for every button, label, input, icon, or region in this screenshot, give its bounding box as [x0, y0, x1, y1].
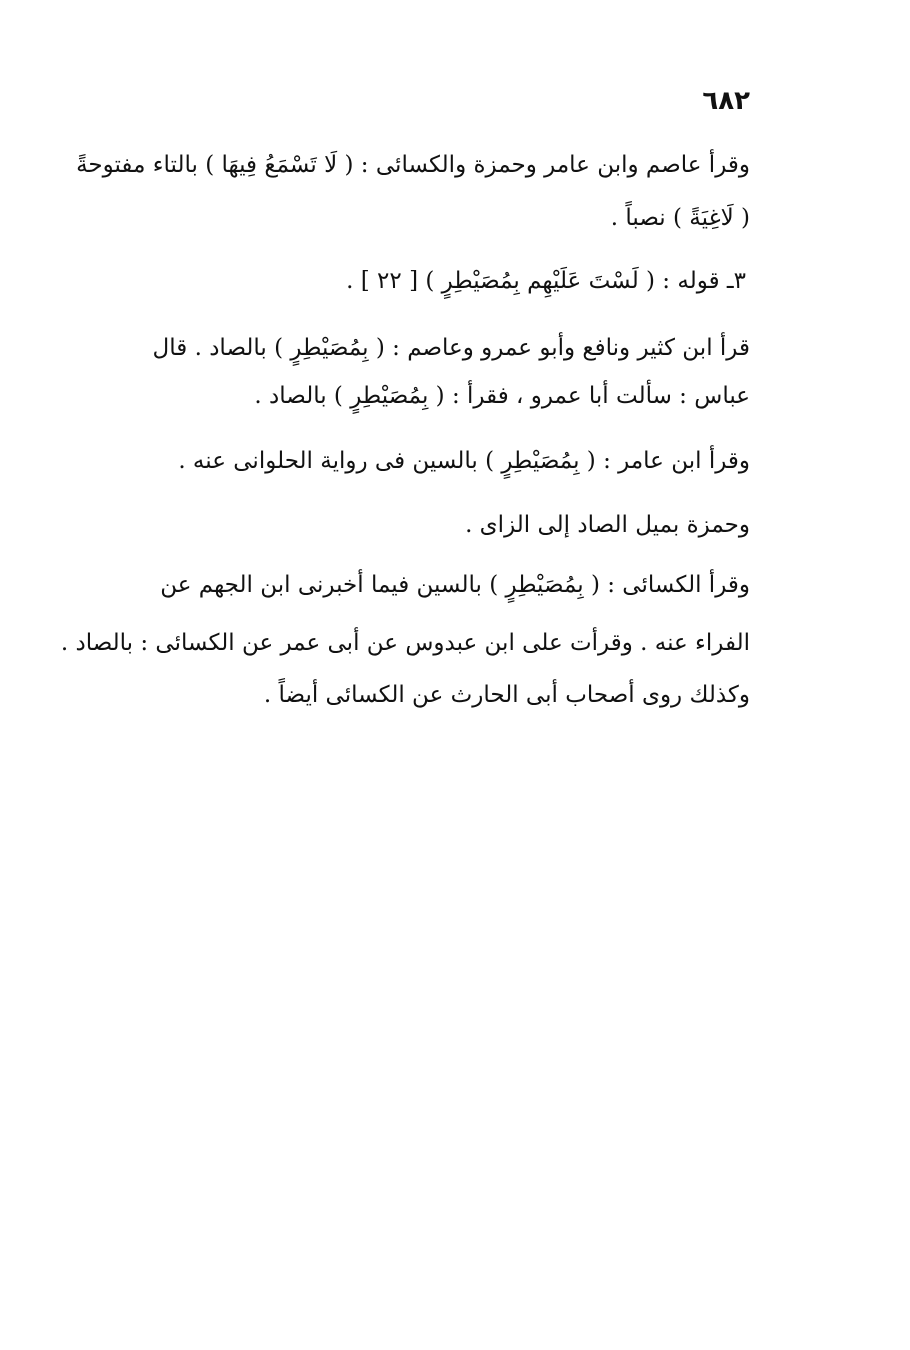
- text-line: ( لَاغِيَةً ) نصباً .: [610, 205, 750, 231]
- page-number: ٦٨٢: [702, 86, 750, 116]
- text-line: وكذلك روى أصحاب أبى الحارث عن الكسائى أيضاً .: [263, 682, 750, 708]
- text-line: وحمزة بميل الصاد إلى الزاى .: [465, 512, 750, 538]
- text-line: قرأ ابن كثير ونافع وأبو عمرو وعاصم : ( بِمُصَيْطِرٍ ) بالصاد . قال: [152, 335, 750, 361]
- text-line: وقرأ ابن عامر : ( بِمُصَيْطِرٍ ) بالسين فى رواية الحلوانى عنه .: [178, 448, 750, 474]
- text-line: وقرأ عاصم وابن عامر وحمزة والكسائى : ( لَا تَسْمَعُ فِيهَا ) بالتاء مفتوحةً: [76, 152, 750, 178]
- verse-heading: ٣ـ قوله : ( لَسْتَ عَلَيْهِم بِمُصَيْطِرٍ ) [ ٢٢ ] .: [346, 268, 746, 294]
- text-line: عباس : سألت أبا عمرو ، فقرأ : ( بِمُصَيْطِرٍ ) بالصاد .: [254, 383, 750, 409]
- text-line: الفراء عنه . وقرأت على ابن عبدوس عن أبى عمر عن الكسائى : بالصاد .: [60, 630, 750, 656]
- text-line: وقرأ الكسائى : ( بِمُصَيْطِرٍ ) بالسين فيما أخبرنى ابن الجهم عن: [160, 572, 750, 598]
